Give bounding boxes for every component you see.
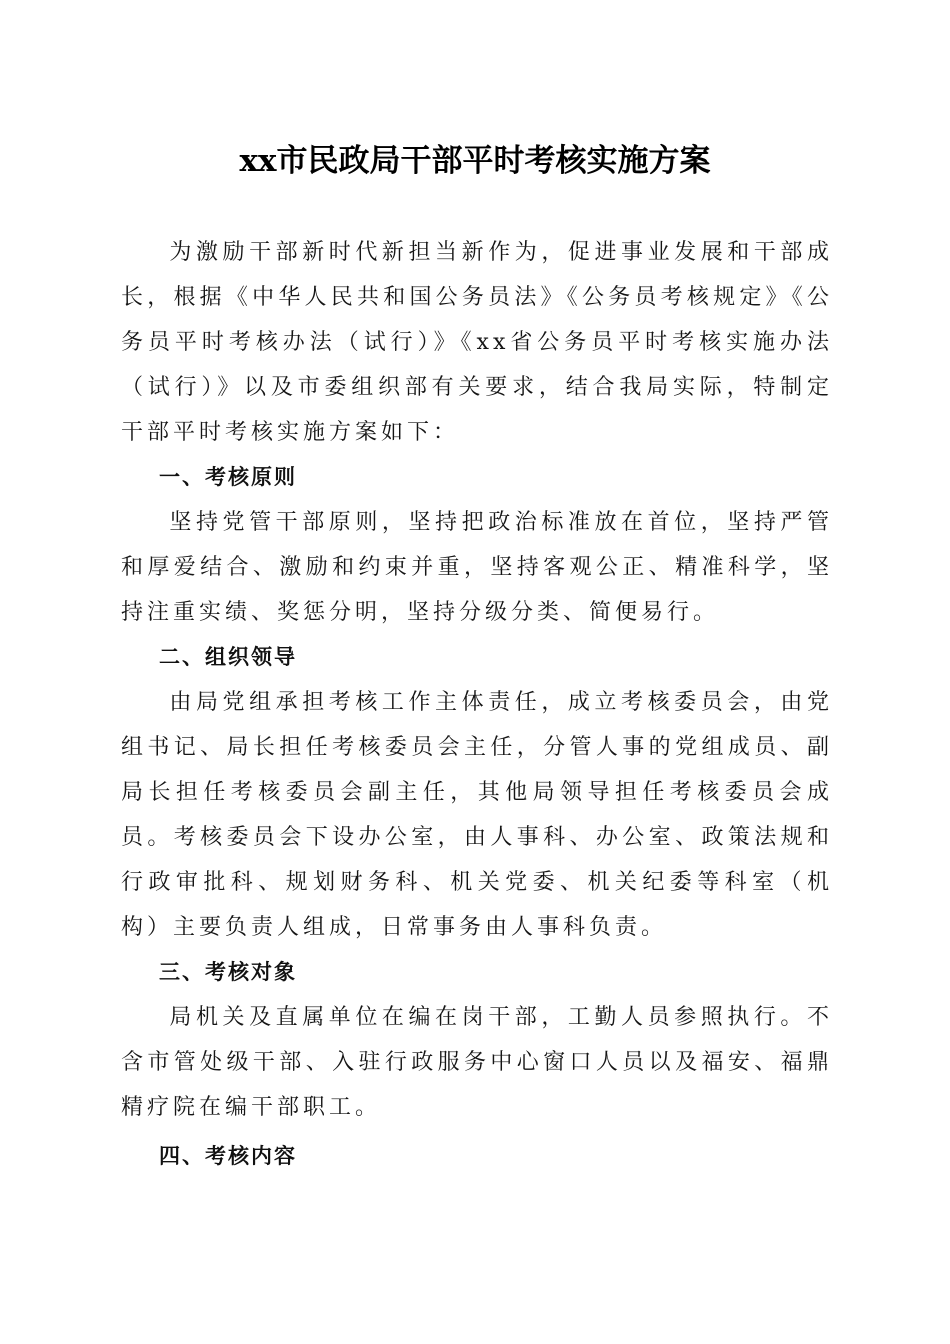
intro-paragraph: 为激励干部新时代新担当新作为，促进事业发展和干部成长，根据《中华人民共和国公务员法》《公务员考核规定》《公务员平时考核办法（试行）》《xx省公务员平时考核实施办法（试行）》以及市委组织部有关要求，结合我局实际，特制定干部平时考核实施方案如下： (121, 240, 833, 445)
document-body (121, 230, 833, 1179)
section-text-subjects: 局机关及直属单位在编在岗干部，工勤人员参照执行。不含市管处级干部、入驻行政服务中心窗口人员以及福安、福鼎精疗院在编干部职工。 (121, 1005, 833, 1120)
section-text-principles: 坚持党管干部原则，坚持把政治标准放在首位，坚持严管和厚爱结合、激励和约束并重，坚持客观公正、精准科学，坚持注重实绩、奖惩分明，坚持分级分类、简便易行。 (121, 510, 833, 625)
section-heading-content: 四、考核内容 (159, 1144, 297, 1168)
document-title: xx市民政局干部平时考核实施方案 (239, 143, 711, 179)
section-heading-subjects: 三、考核对象 (159, 960, 297, 984)
section-text-organization: 由局党组承担考核工作主体责任，成立考核委员会，由党组书记、局长担任考核委员会主任，分管人事的党组成员、副局长担任考核委员会副主任，其他局领导担任考核委员会成员。考核委员会下设办公室，由人事科、办公室、政策法规和行政审批科、规划财务科、机关党委、机关纪委等科室（机构）主要负责人组成，日常事务由人事科负责。 (121, 690, 833, 940)
section-heading-principles: 一、考核原则 (159, 465, 297, 489)
section-heading-organization: 二、组织领导 (159, 645, 297, 669)
